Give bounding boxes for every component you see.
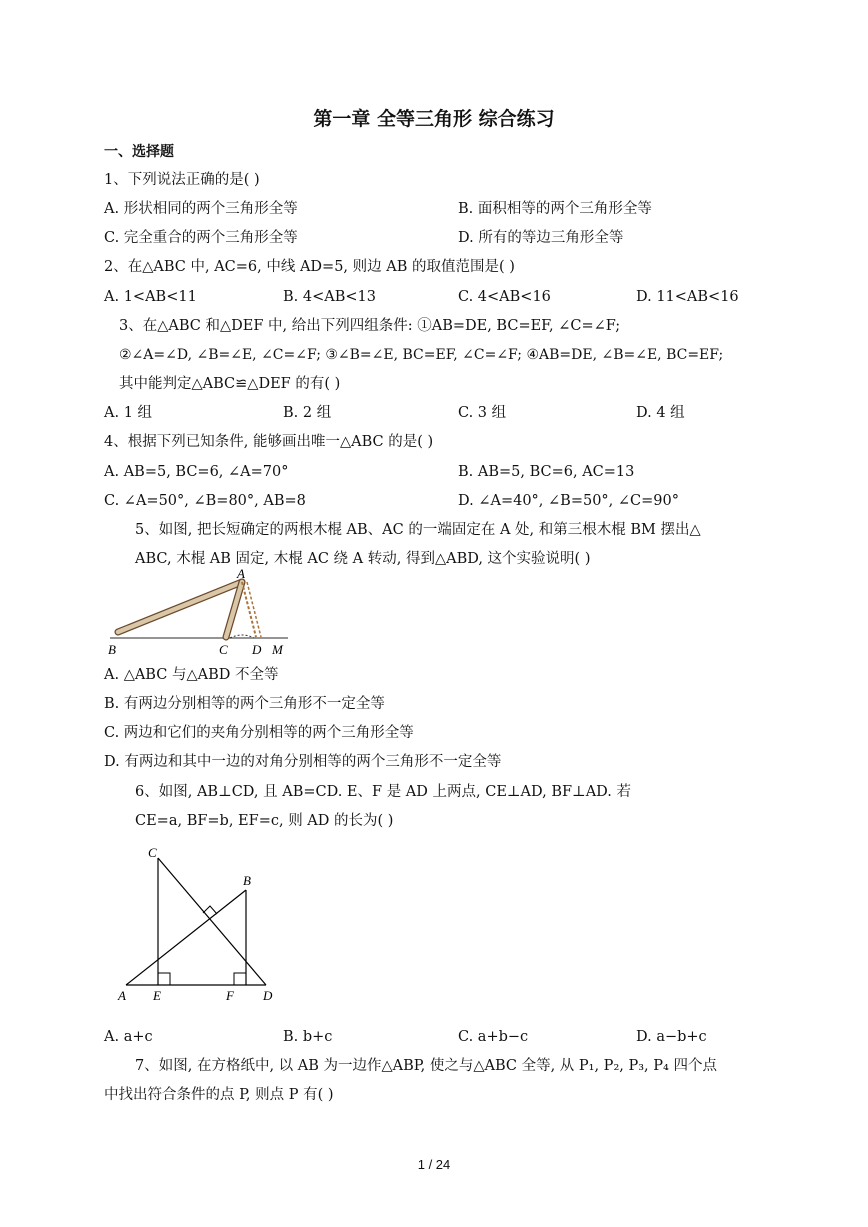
q2-stem: 2、在△ABC 中, AC=6, 中线 AD=5, 则边 AB 的取值范围是( ) [104,259,515,275]
q5-stick-ad [242,582,256,637]
q6-option-a[interactable]: A. a+c [104,1029,153,1045]
q5-option-c[interactable]: C. 两边和它们的夹角分别相等的两个三角形全等 [104,725,414,741]
q2-option-d[interactable]: D. 11<AB<16 [636,289,739,305]
q5-label-b: B [108,642,116,657]
section-heading: 一、选择题 [104,144,174,160]
q6-option-d[interactable]: D. a−b+c [636,1029,707,1045]
q2-option-b[interactable]: B. 4<AB<13 [283,289,376,305]
q3-line-3: 其中能判定△ABC≌△DEF 的有( ) [119,376,341,392]
q5-line-2: ABC, 木棍 AB 固定, 木棍 AC 绕 A 转动, 得到△ABD, 这个实验说明( ) [135,551,591,567]
q6-label-f: F [226,988,234,1003]
q1-option-d[interactable]: D. 所有的等边三角形全等 [458,230,624,246]
q5-label-c: C [219,642,228,657]
q4-option-c[interactable]: C. ∠A=50°, ∠B=80°, AB=8 [104,493,306,509]
q3-option-c[interactable]: C. 3 组 [458,405,507,421]
q4-option-a[interactable]: A. AB=5, BC=6, ∠A=70° [104,464,289,480]
q6-label-b: B [243,873,251,888]
q5-option-b[interactable]: B. 有两边分别相等的两个三角形不一定全等 [104,696,385,712]
q6-option-b[interactable]: B. b+c [283,1029,333,1045]
q3-option-b[interactable]: B. 2 组 [283,405,332,421]
page-title: 第一章 全等三角形 综合练习 [313,108,555,130]
q2-option-a[interactable]: A. 1<AB<11 [104,289,197,305]
q6-label-e: E [153,988,161,1003]
q5-option-a[interactable]: A. △ABC 与△ABD 不全等 [104,667,279,683]
q6-label-c: C [148,845,157,860]
q6-option-c[interactable]: C. a+b−c [458,1029,529,1045]
q7-line-2: 中找出符合条件的点 P, 则点 P 有( ) [104,1087,334,1103]
q3-option-a[interactable]: A. 1 组 [104,405,153,421]
q7-line-1: 7、如图, 在方格纸中, 以 AB 为一边作△ABP, 使之与△ABC 全等, 从 P₁, P₂, P₃, P₄ 四个点 [135,1058,717,1074]
q4-option-d[interactable]: D. ∠A=40°, ∠B=50°, ∠C=90° [458,493,679,509]
q5-label-m: M [272,642,283,657]
q6-label-a: A [118,988,126,1003]
page-number: 1 / 24 [417,1157,451,1172]
q1-option-a[interactable]: A. 形状相同的两个三角形全等 [104,201,298,217]
q6-segment-ab [126,890,246,985]
q6-line-2: CE=a, BF=b, EF=c, 则 AD 的长为( ) [135,813,394,829]
q5-figure [104,566,304,658]
q6-figure [108,840,288,1010]
q4-stem: 4、根据下列已知条件, 能够画出唯一△ABC 的是( ) [104,434,434,450]
q1-option-b[interactable]: B. 面积相等的两个三角形全等 [458,201,652,217]
q5-option-d[interactable]: D. 有两边和其中一边的对角分别相等的两个三角形不一定全等 [104,754,502,770]
q5-label-a: A [237,566,245,581]
q6-line-1: 6、如图, AB⊥CD, 且 AB=CD. E、F 是 AD 上两点, CE⊥AD, BF⊥AD. 若 [135,784,631,800]
q1-option-c[interactable]: C. 完全重合的两个三角形全等 [104,230,298,246]
q2-option-c[interactable]: C. 4<AB<16 [458,289,551,305]
q5-line-1: 5、如图, 把长短确定的两根木棍 AB、AC 的一端固定在 A 处, 和第三根木棍 BM 摆出△ [135,522,701,538]
q5-label-d: D [252,642,262,657]
q3-option-d[interactable]: D. 4 组 [636,405,685,421]
q1-stem: 1、下列说法正确的是( ) [104,172,260,188]
q3-line-2: ②∠A=∠D, ∠B=∠E, ∠C=∠F; ③∠B=∠E, BC=EF, ∠C=∠F; ④AB=DE, ∠B=∠E, BC=EF; [119,347,724,363]
q6-label-d: D [263,988,273,1003]
q3-line-1: 3、在△ABC 和△DEF 中, 给出下列四组条件: ①AB=DE, BC=EF, ∠C=∠F; [119,318,621,334]
q4-option-b[interactable]: B. AB=5, BC=6, AC=13 [458,464,635,480]
